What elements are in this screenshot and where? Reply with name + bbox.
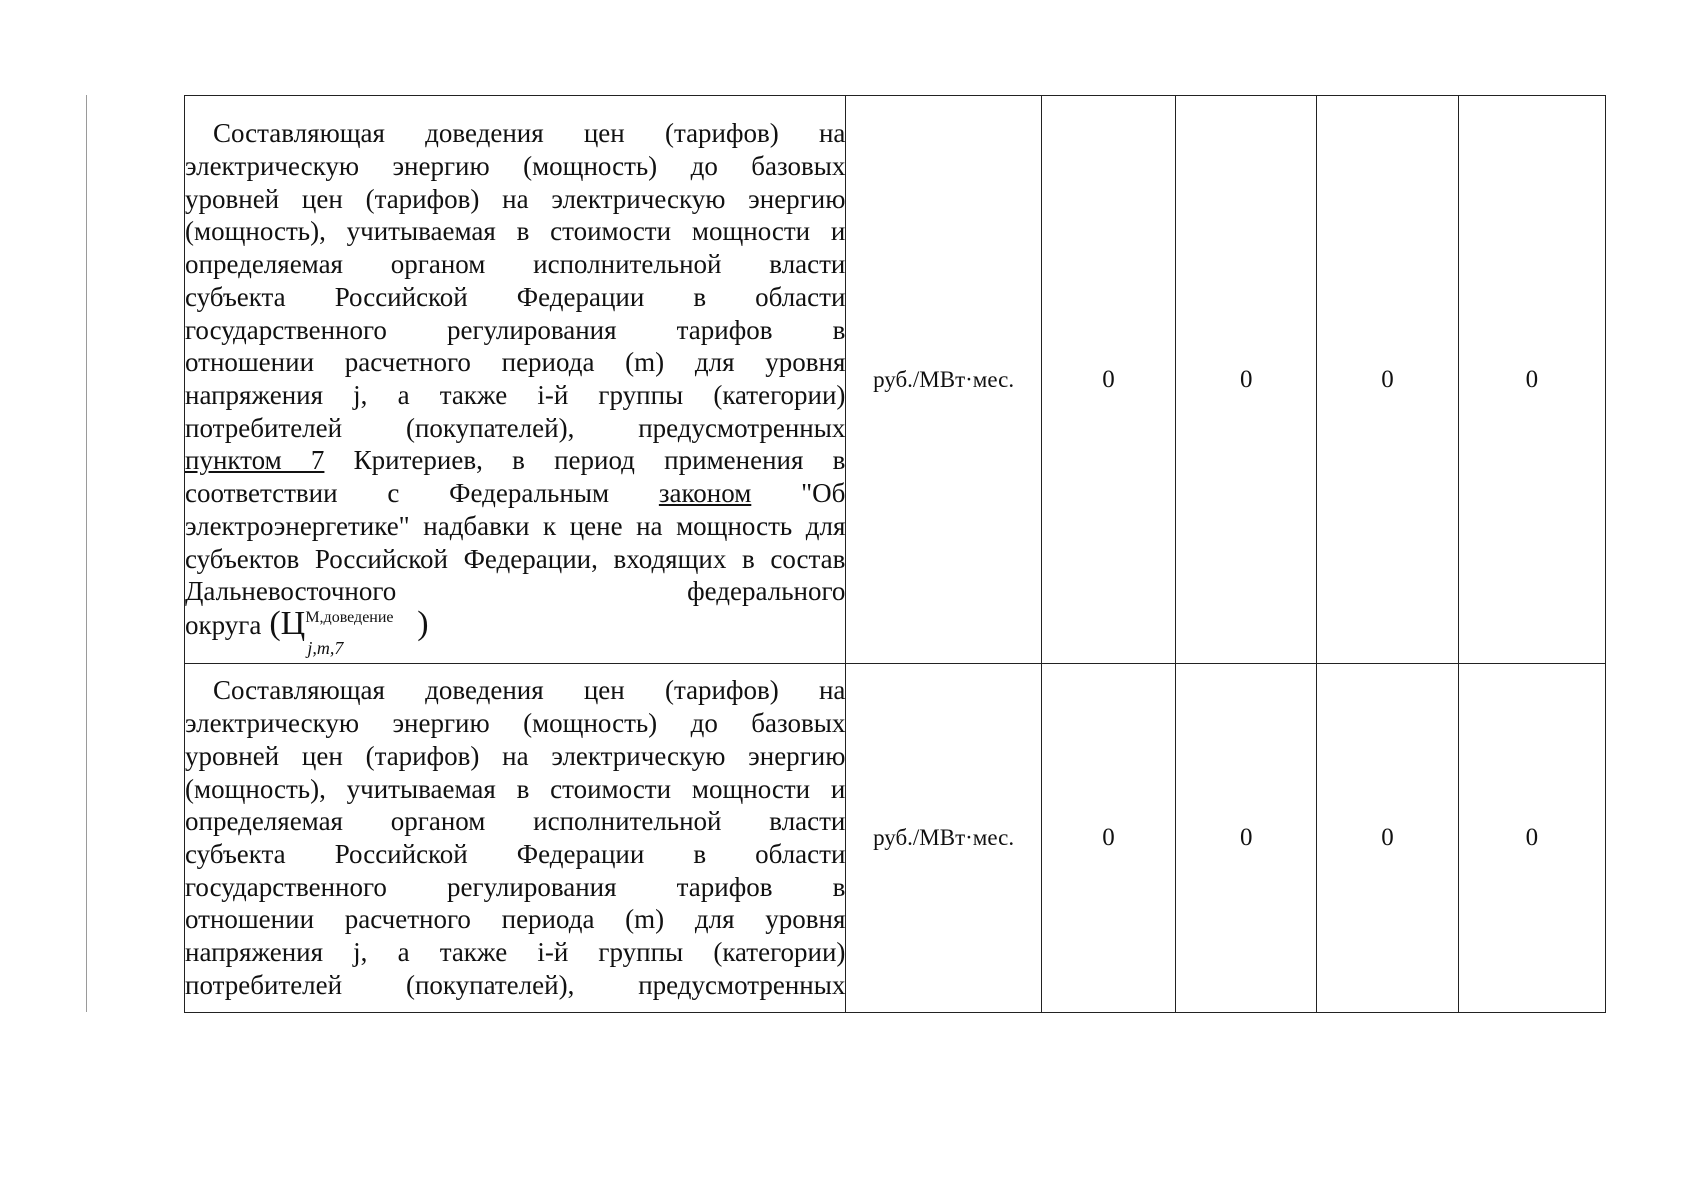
text-line: Составляющая доведения цен (тарифов) на	[213, 675, 846, 706]
unit-cell: руб./МВт·мес.	[846, 96, 1041, 664]
text-fragment: Критериев, в период применения в	[324, 445, 846, 476]
text-line: отношении расчетного периода (m) для уровня	[185, 904, 846, 935]
punkt-7-link[interactable]: пунктом 7	[185, 445, 325, 476]
text-line: субъекта Российской Федерации в области	[185, 281, 846, 312]
value-cell: 0	[1317, 664, 1458, 1013]
text-line: напряжения j, а также i-й группы (категории)	[185, 380, 846, 410]
text-line	[185, 604, 845, 658]
text-line: потребителей (покупателей), предусмотренных	[185, 969, 846, 1000]
table-row	[185, 664, 1606, 1013]
text-line: Составляющая доведения цен (тарифов) на	[213, 118, 846, 149]
value-cell: 0	[1041, 96, 1175, 664]
text-line: (мощность), учитываемая в стоимости мощности и	[185, 773, 846, 804]
value-cell: 0	[1458, 664, 1605, 1013]
value-cell: 0	[1458, 96, 1605, 664]
unit-cell: руб./МВт·мес.	[846, 664, 1041, 1013]
value-cell: 0	[1041, 664, 1175, 1013]
value-cell: 0	[1176, 664, 1317, 1013]
description-text	[185, 117, 846, 658]
formula-subscript: j,m,7	[307, 637, 344, 658]
formula-base: Ц	[280, 604, 306, 642]
text-line: напряжения j, а также i-й группы (категории)	[185, 937, 846, 968]
text-line: (мощность), учитываемая в стоимости мощности и	[185, 216, 846, 247]
text-fragment: округа	[185, 609, 262, 640]
text-line: субъекта Российской Федерации в области	[185, 839, 846, 869]
value-cell: 0	[1317, 96, 1458, 664]
text-fragment: "Об	[751, 478, 846, 509]
value-cell: 0	[1176, 96, 1317, 664]
price-formula: (Ц М,доведение j,m,7 )	[269, 608, 428, 641]
text-line: государственного регулирования тарифов в	[185, 871, 846, 902]
left-margin-line	[86, 95, 87, 1012]
text-line	[185, 444, 845, 477]
text-line: отношении расчетного периода (m) для уровня	[185, 347, 846, 378]
law-link[interactable]: законом	[658, 478, 752, 509]
text-line: электроэнергетике" надбавки к цене на мощность для	[185, 510, 846, 541]
text-line: электрическую энергию (мощность) до базовых	[185, 151, 846, 182]
text-line: электрическую энергию (мощность) до базовых	[185, 708, 846, 739]
text-line: государственного регулирования тарифов в	[185, 314, 846, 345]
text-line: Дальневосточного федерального	[185, 576, 846, 607]
description-cell	[185, 664, 846, 1013]
text-line: уровней цен (тарифов) на электрическую энергию	[185, 740, 846, 771]
tariff-table	[184, 95, 1606, 1013]
text-line	[185, 477, 845, 510]
text-line: определяемая органом исполнительной власти	[185, 806, 846, 837]
text-line: потребителей (покупателей), предусмотренных	[185, 412, 846, 443]
text-line: субъектов Российской Федерации, входящих в состав	[185, 543, 846, 574]
text-line: уровней цен (тарифов) на электрическую энергию	[185, 183, 846, 214]
text-fragment: соответствии с Федеральным	[185, 478, 659, 509]
table-row	[185, 96, 1606, 664]
description-text	[185, 674, 845, 1001]
formula-superscript: М,доведение	[305, 608, 394, 626]
description-cell	[185, 96, 846, 664]
text-line: определяемая органом исполнительной власти	[185, 249, 846, 280]
